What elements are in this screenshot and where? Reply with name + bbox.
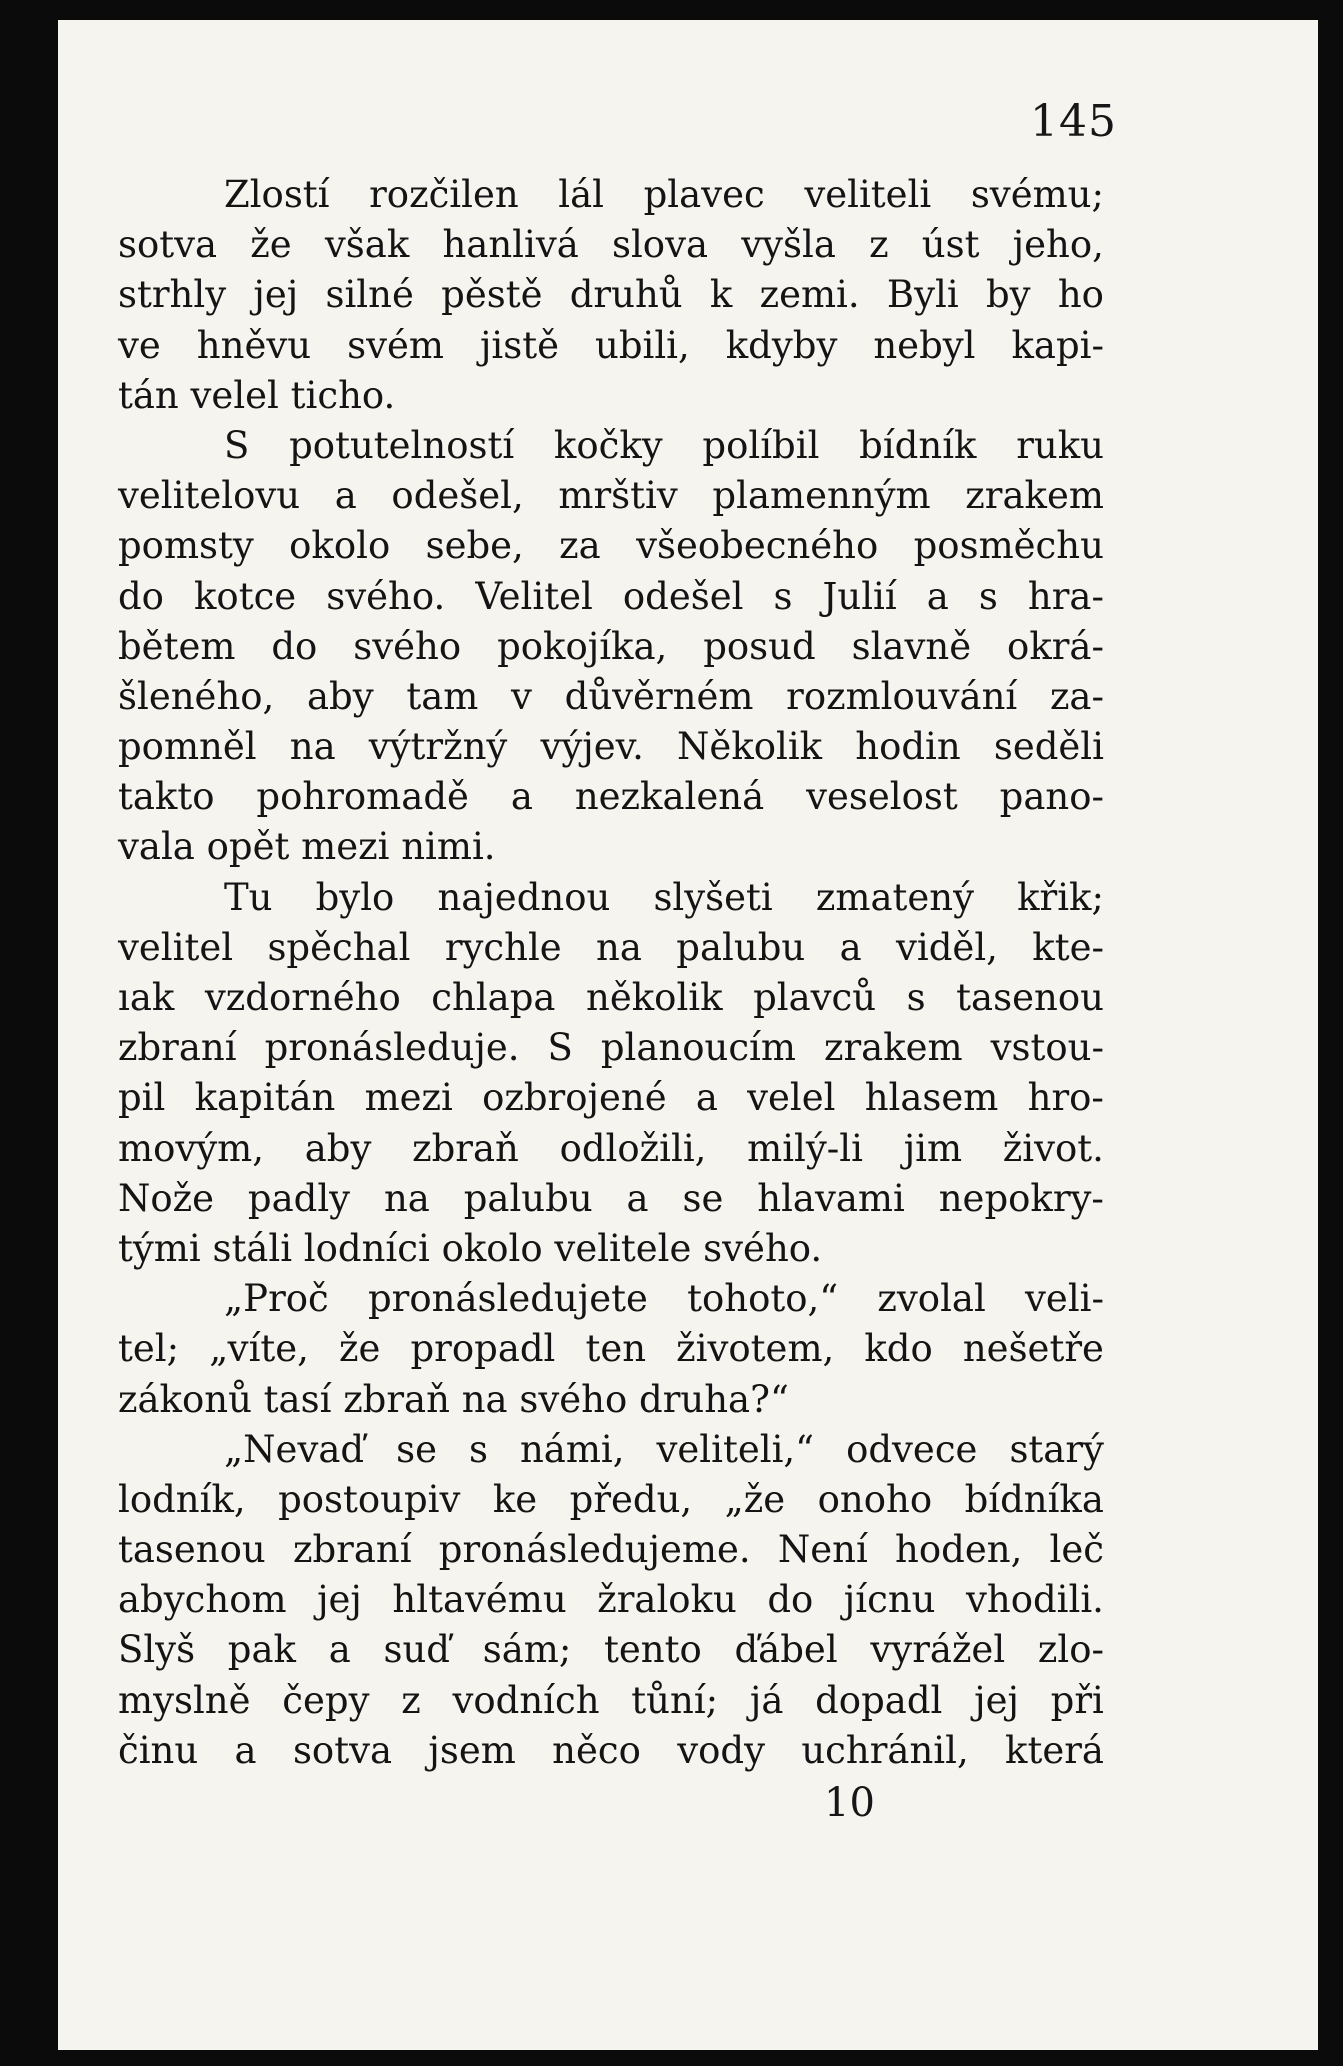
page-number: 145: [1030, 96, 1117, 147]
text-line: „Nevaď se s námi, veliteli,“ odvece starý: [224, 1427, 1104, 1471]
signature-mark: 10: [824, 1780, 875, 1826]
text-line: lodník, postoupiv ke předu, „že onoho bídníka: [118, 1477, 1104, 1521]
text-line: zákonů tasí zbraň na svého druha?“: [118, 1377, 789, 1421]
text-line: ıak vzdorného chlapa několik plavců s tasenou: [118, 976, 1104, 1019]
text-line: tými stáli lodníci okolo velitele svého.: [118, 1226, 823, 1270]
text-line: pomněl na výtržný výjev. Několik hodin seděli: [118, 725, 1104, 769]
text-line: S potutelností kočky políbil bídník ruku: [224, 423, 1104, 467]
text-line: velitelovu a odešel, mrštiv plamenným zrakem: [118, 474, 1104, 518]
text-line: Slyš pak a suď sám; tento ďábel vyrážel zlo-: [118, 1628, 1104, 1672]
text-line: „Proč pronásledujete tohoto,“ zvolal veli-: [224, 1277, 1104, 1321]
text-line: movým, aby zbraň odložili, milý-li jim život.: [118, 1126, 1104, 1170]
text-line: Tu bylo najednou slyšeti zmatený křik;: [224, 875, 1104, 919]
text-line: strhly jej silné pěstě druhů k zemi. Byli by ho: [118, 273, 1104, 317]
text-line: velitel spěchal rychle na palubu a viděl, kte-: [118, 925, 1104, 969]
text-line: takto pohromadě a nezkalená veselost pano-: [118, 775, 1104, 819]
text-line: pomsty okolo sebe, za všeobecného posměchu: [118, 524, 1104, 568]
text-line: bětem do svého pokojíka, posud slavně okrá-: [118, 624, 1104, 668]
text-line: tel; „víte, že propadl ten životem, kdo nešetře: [118, 1327, 1104, 1371]
text-line: sotva že však hanlivá slova vyšla z úst jeho,: [118, 223, 1104, 267]
text-line: abychom jej hltavému žraloku do jícnu vhodili.: [118, 1578, 1104, 1622]
text-line: činu a sotva jsem něco vody uchránil, která: [118, 1728, 1104, 1772]
text-line: zbraní pronásleduje. S planoucím zrakem vstou-: [118, 1026, 1104, 1070]
text-line: do kotce svého. Velitel odešel s Julií a s hra-: [118, 574, 1104, 618]
text-line: tasenou zbraní pronásledujeme. Není hoden, leč: [118, 1528, 1104, 1572]
text-line: myslně čepy z vodních tůní; já dopadl jej při: [118, 1678, 1104, 1722]
text-line: Nože padly na palubu a se hlavami nepokry-: [118, 1176, 1104, 1220]
text-line: šleného, aby tam v důvěrném rozmlouvání za-: [118, 674, 1104, 718]
text-line: tán velel ticho.: [118, 373, 396, 417]
text-line: Zlostí rozčilen lál plavec veliteli svému;: [224, 173, 1104, 216]
body-text: [118, 170, 1104, 1776]
text-line: pil kapitán mezi ozbrojené a velel hlasem hro-: [118, 1076, 1104, 1120]
text-line: vala opět mezi nimi.: [118, 825, 496, 869]
text-line: ve hněvu svém jistě ubili, kdyby nebyl kapi-: [118, 323, 1104, 367]
